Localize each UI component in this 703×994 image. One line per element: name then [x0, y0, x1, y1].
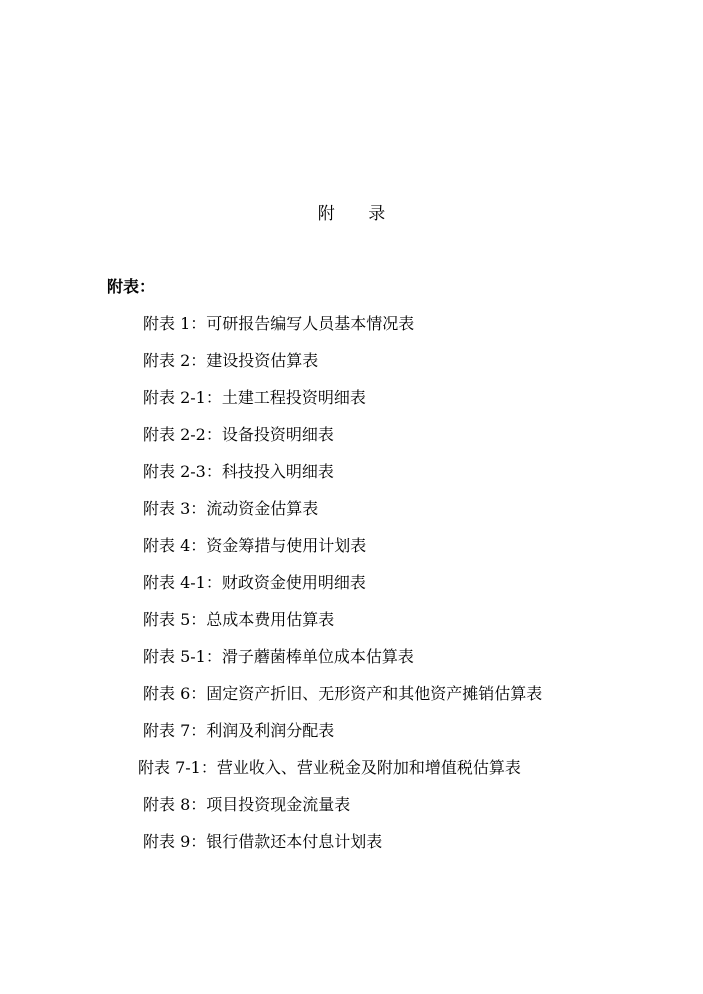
- list-item-appendix-4-1: 附表 4-1：财政资金使用明细表: [143, 573, 366, 592]
- list-item-appendix-1: 附表 1：可研报告编写人员基本情况表: [143, 314, 415, 333]
- list-item-appendix-6: 附表 6：固定资产折旧、无形资产和其他资产摊销估算表: [143, 684, 543, 703]
- page-title: 附 录: [317, 204, 400, 224]
- list-item-appendix-2-1: 附表 2-1：土建工程投资明细表: [143, 388, 366, 407]
- list-item-appendix-8: 附表 8：项目投资现金流量表: [143, 795, 351, 814]
- list-item-appendix-5: 附表 5：总成本费用估算表: [143, 610, 335, 629]
- list-item-appendix-4: 附表 4：资金筹措与使用计划表: [143, 536, 367, 555]
- list-item-appendix-7-1: 附表 7-1：营业收入、营业税金及附加和增值税估算表: [138, 758, 521, 777]
- list-item-appendix-2-3: 附表 2-3：科技投入明细表: [143, 462, 334, 481]
- list-item-appendix-9: 附表 9：银行借款还本付息计划表: [143, 832, 383, 851]
- section-heading: 附表：: [107, 277, 156, 296]
- appendix-table-list: [0, 312, 703, 867]
- list-item-appendix-2: 附表 2：建设投资估算表: [143, 351, 319, 370]
- list-item-appendix-2-2: 附表 2-2：设备投资明细表: [143, 425, 334, 444]
- list-item-appendix-7: 附表 7：利润及利润分配表: [143, 721, 335, 740]
- list-item-appendix-3: 附表 3：流动资金估算表: [143, 499, 319, 518]
- list-item-appendix-5-1: 附表 5-1：滑子蘑菌棒单位成本估算表: [143, 647, 414, 666]
